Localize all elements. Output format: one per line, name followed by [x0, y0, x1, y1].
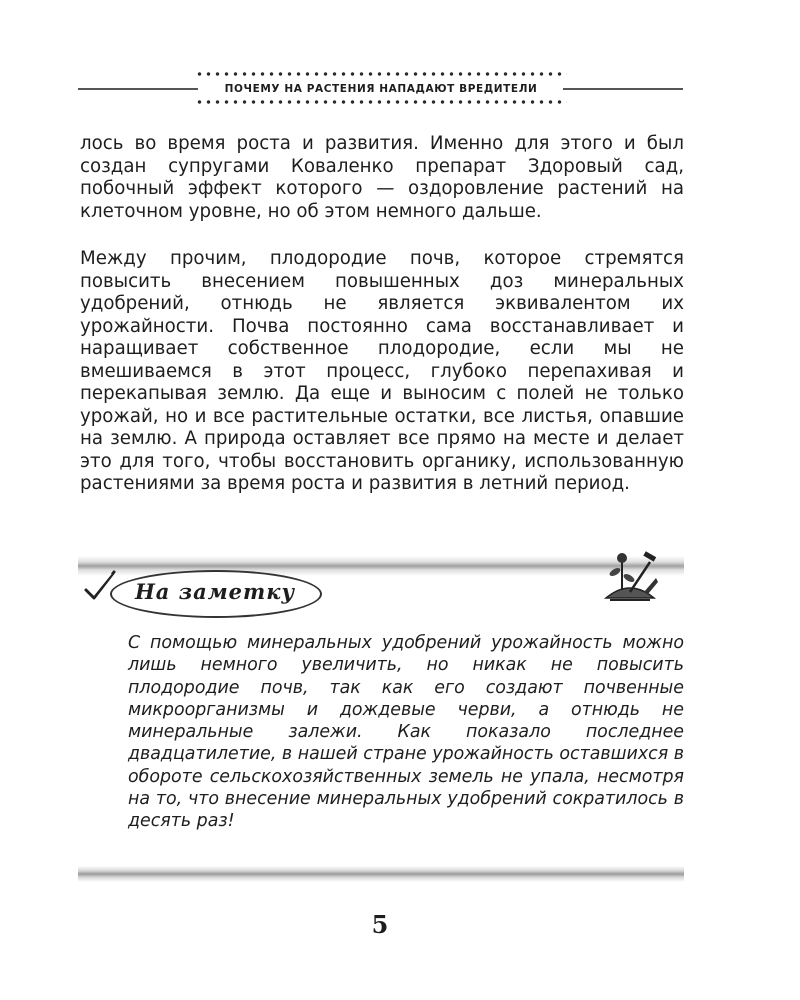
- garden-tools-icon: [600, 548, 660, 606]
- header-rule-right: [563, 88, 683, 90]
- page-number: 5: [371, 910, 389, 939]
- running-header: [0, 62, 800, 112]
- dotted-rule-bottom: [195, 100, 567, 104]
- note-title: На заметку: [134, 579, 296, 604]
- dotted-rule-top: [195, 72, 567, 76]
- body-paragraph-2: Между прочим, плодородие почв, которое стремятся повысить внесением повышенных доз минеральных удобрений, отнюдь не является эквивалентом их урожайности. Почва постоянно сама восстанавливает и наращивает собственное плодородие, если мы не вмешиваемся в этот процесс, глубоко перепахивая и перекапывая землю. Да еще и выносим с полей не только урожай, но и все растительные остатки, все листья, опавшие на землю. А природа оставляет все прямо на месте и делает это для того, чтобы восстановить органику, использованную растениями за время роста и развития в летний период.: [80, 248, 684, 494]
- body-paragraph-1: лось во время роста и развития. Именно для этого и был создан супругами Коваленко препарат Здоровый сад, побочный эффект которого — оздоровление растений на клеточном уровне, но об этом немного дальше.: [80, 133, 684, 222]
- header-rule-left: [78, 88, 198, 90]
- note-divider-bottom: [78, 866, 684, 882]
- running-title: ПОЧЕМУ НА РАСТЕНИЯ НАПАДАЮТ ВРЕДИТЕЛИ: [224, 83, 538, 95]
- note-text: С помощью минеральных удобрений урожайность можно лишь немного увеличить, но никак не повысить плодородие почв, так как его создают почвенные микроорганизмы и дождевые черви, а отнюдь не минеральные залежи. Как показало последнее двадцатилетие, в нашей стране урожайность оставшихся в обороте сельскохозяйственных земель не упала, несмотря на то, что внесение минеральных удобрений сократилось в десять раз!: [128, 633, 684, 832]
